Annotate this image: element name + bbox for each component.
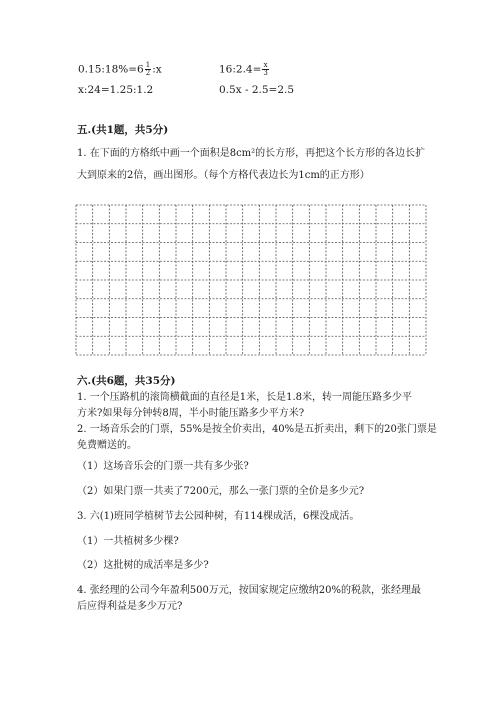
section-5-question-1-line-2: 大到原来的2倍，画出图形。（每个方格代表边长为1cm的正方形） xyxy=(77,170,370,181)
section-6-question-4-line-2: 后应得利益是多少万元? xyxy=(77,601,183,612)
equation-2 xyxy=(219,62,270,77)
section-6-question-1-line-1: 1. 一个压路机的滚筒横截面的直径是1米，长是1.8米，转一周能压路多少平 xyxy=(77,392,412,403)
fraction-denominator: 3 xyxy=(263,69,268,77)
equation-3: x:24=1.25:1.2 xyxy=(78,84,154,96)
section-6-question-3-sub-2: （2）这批树的成活率是多少? xyxy=(77,560,209,571)
section-6-question-2-sub-1: （1）这场音乐会的门票一共有多少张? xyxy=(77,461,249,472)
section-5-title: 五.(共1题，共5分) xyxy=(77,124,169,136)
section-6-question-3: 3. 六(1)班同学植树节去公园种树，有114棵成活，6棵没成活。 xyxy=(77,511,360,522)
section-6-question-4-line-1: 4. 张经理的公司今年盈利500万元，按国家规定应缴纳20%的税款，张经理最 xyxy=(77,585,422,596)
section-5-question-1-line-1: 1. 在下面的方格纸中画一个面积是8cm²的长方形，再把这个长方形的各边长扩 xyxy=(77,148,426,159)
fraction-numerator: x xyxy=(263,61,268,69)
square-grid xyxy=(75,204,427,356)
equation-2-fraction xyxy=(262,62,268,77)
fraction-numerator: 1 xyxy=(145,61,151,69)
section-6-question-1-line-2: 方米?如果每分钟转8周，半小时能压路多少平方米? xyxy=(77,408,305,419)
section-6-question-2-line-2: 免费赠送的。 xyxy=(77,440,137,451)
equation-4: 0.5x - 2.5=2.5 xyxy=(219,84,295,96)
equation-1-fraction xyxy=(145,62,151,77)
equation-1 xyxy=(78,62,162,77)
equation-1-tail: :x xyxy=(152,63,162,76)
fraction-denominator: 2 xyxy=(145,69,151,77)
section-6-question-2-sub-2: （2）如果门票一共卖了7200元，那么一张门票的全价是多少元? xyxy=(77,486,365,497)
section-6-question-2-line-1: 2. 一场音乐会的门票，55%是按全价卖出，40%是五折卖出，剩下的20张门票是 xyxy=(77,424,437,435)
section-6-question-3-sub-1: （1）一共植树多少棵? xyxy=(77,536,179,547)
equation-2-text: 16:2.4= xyxy=(219,63,262,76)
equation-1-text: 0.15:18%=6 xyxy=(78,63,144,76)
section-6-title: 六.(共6题，共35分) xyxy=(77,375,176,387)
